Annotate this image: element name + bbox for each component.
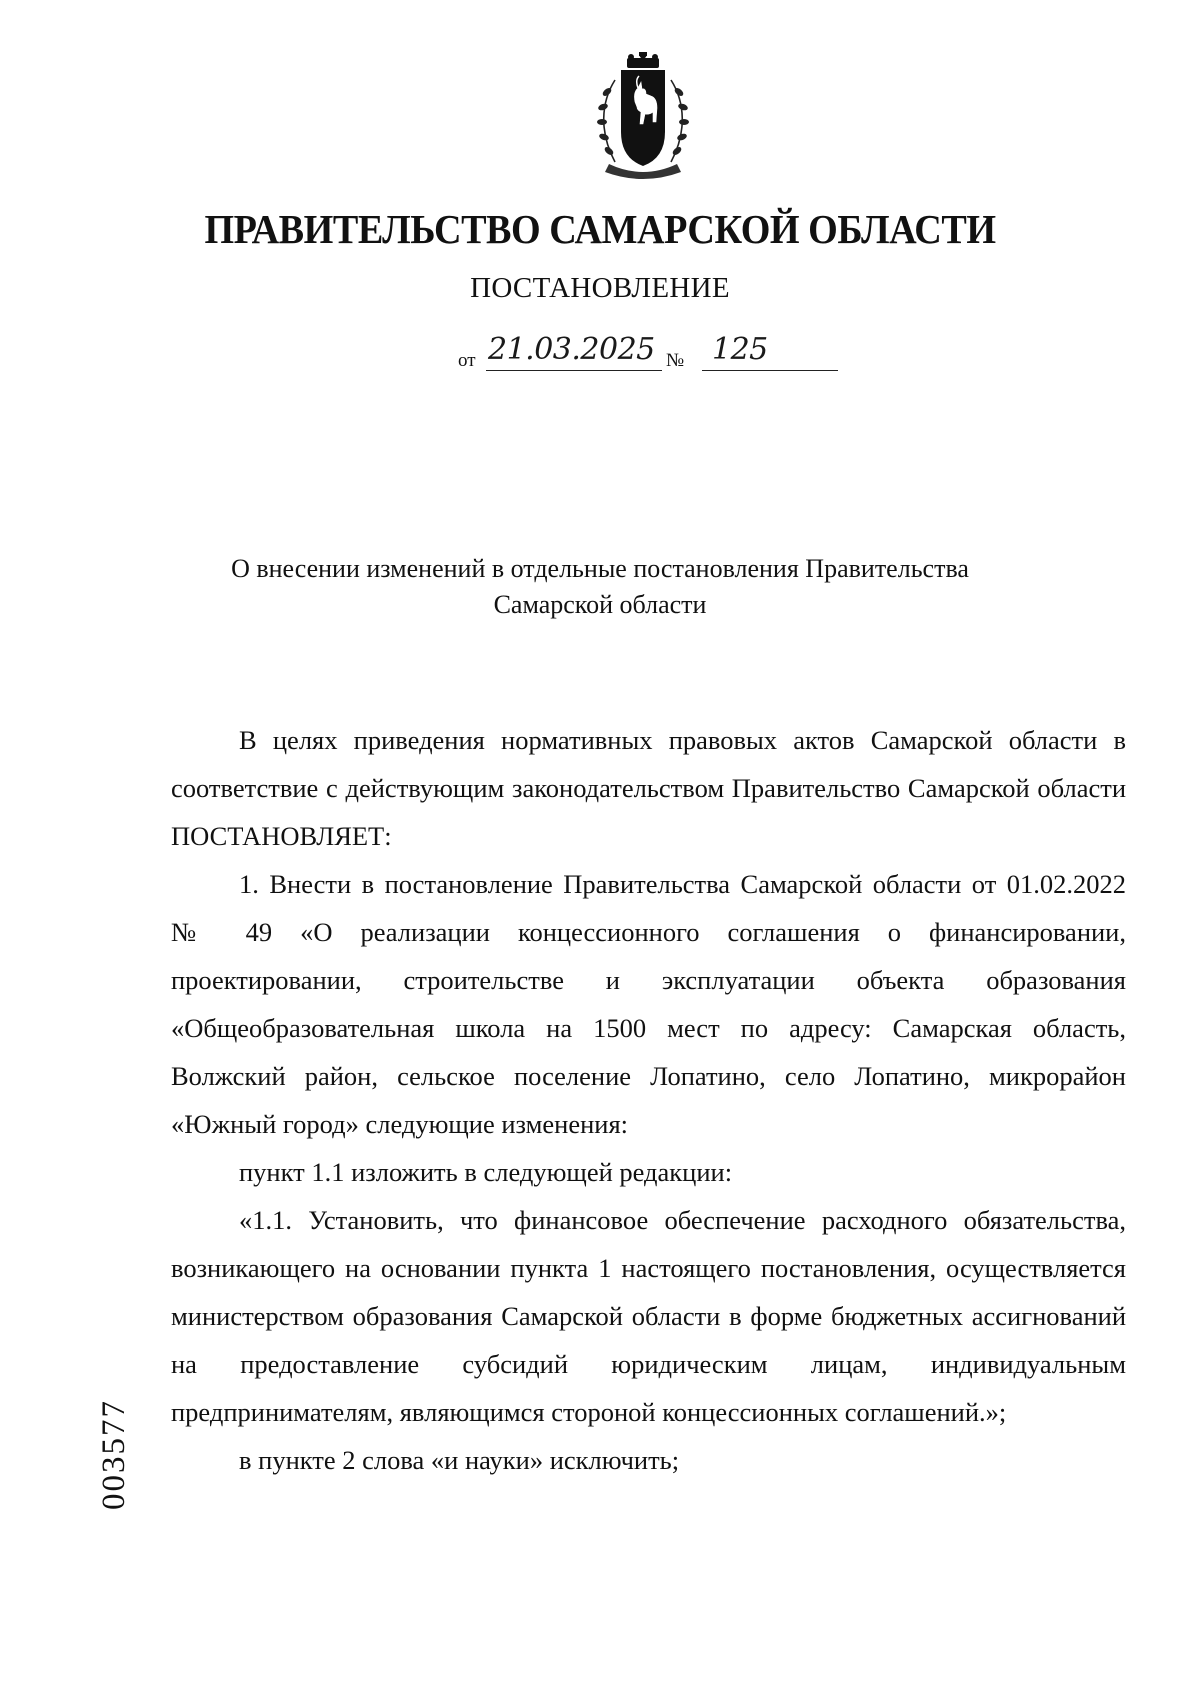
amendment-text-paragraph: «1.1. Установить, что финансовое обеспечение расходного обязательства, возникающего на основании пункта 1 настоящего постановления, осуществляется министерством образования Самарской области в форме бюджетных ассигнований на предоставление субсидий юридическим лицам, индивидуальным предпринимателям, являющимся стороной концессионных соглашений.»; [171,1205,1126,1427]
coat-of-arms-icon [583,52,703,184]
handwritten-date: 21.03.2025 [488,332,655,367]
date-label: от [458,350,476,371]
number-label: № [666,350,685,371]
preamble-paragraph: В целях приведения нормативных правовых актов Самарской области в соответствие с действующим законодательством Правительство Самарской области ПОСТАНОВЛЯЕТ: [171,725,1126,851]
handwritten-number: 125 [712,332,768,367]
side-serial-number: 003577 [96,1399,132,1510]
date-number-line [458,330,848,374]
document-subject [0,551,1200,623]
document-body [171,716,1126,1484]
subject-line-1: О внесении изменений в отдельные постановления Правительства [231,554,969,583]
document-type: ПОСТАНОВЛЕНИЕ [470,272,730,304]
number-underline [702,370,838,371]
item-1-paragraph: 1. Внести в постановление Правительства Самарской области от 01.02.2022 № 49 «О реализации концессионного соглашения о финансировании, проектировании, строительстве и эксплуатации объекта образования «Общеобразовательная школа на 1500 мест по адресу: Самарская область, Волжский район, сельское поселение Лопатино, село Лопатино, микрорайон «Южный город» следующие изменения: [171,869,1126,1139]
amendment-intro-paragraph: пункт 1.1 изложить в следующей редакции: [239,1157,733,1187]
subject-line-2: Самарской области [493,590,707,619]
organization-title: ПРАВИТЕЛЬСТВО САМАРСКОЙ ОБЛАСТИ [204,206,996,252]
amendment-2-paragraph: в пункте 2 слова «и науки» исключить; [239,1445,680,1475]
date-underline [486,370,662,371]
